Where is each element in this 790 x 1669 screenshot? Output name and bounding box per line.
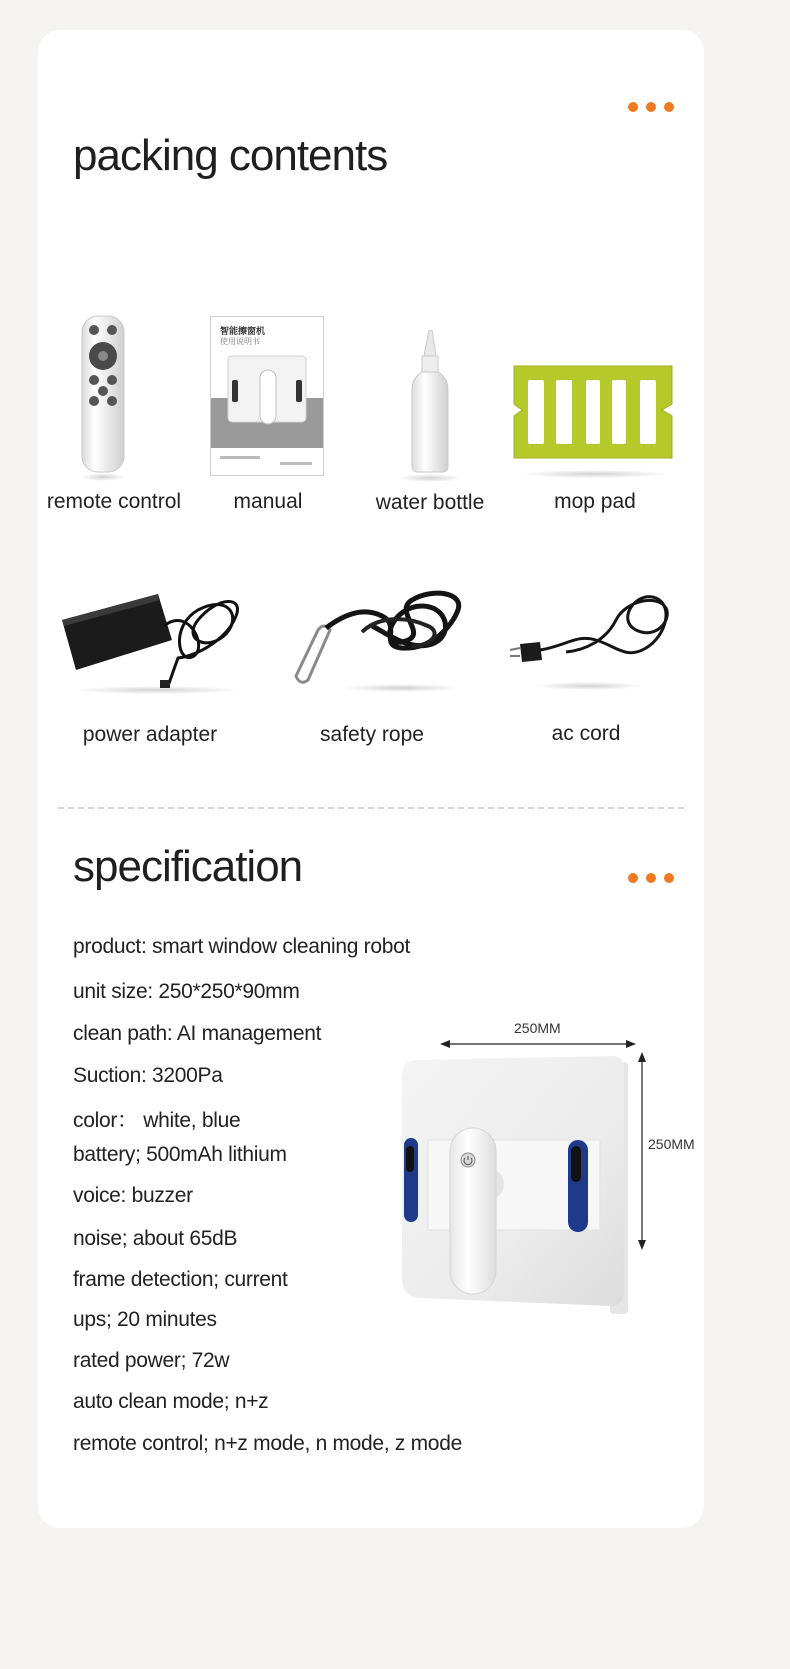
water-bottle-image: [408, 330, 452, 476]
spec-line: clean path: AI management: [73, 1022, 322, 1045]
list-item: [58, 580, 230, 760]
spec-line: rated power; 72w: [73, 1349, 230, 1372]
list-item: [198, 310, 338, 520]
item-label: safety rope: [320, 723, 424, 746]
spec-line: battery; 500mAh lithium: [73, 1143, 287, 1166]
spec-line: voice: buzzer: [73, 1184, 193, 1207]
spec-line: unit size: 250*250*90mm: [73, 980, 300, 1003]
list-item: [362, 310, 498, 520]
item-label: power adapter: [82, 723, 218, 746]
power-adapter-image: [58, 586, 248, 696]
manual-subtitle-cn: 使用说明书: [220, 337, 260, 346]
window-robot-image: [398, 1052, 634, 1318]
more-dots-icon: [628, 102, 674, 112]
item-label: remote control: [46, 490, 182, 513]
specification-title: specification: [73, 842, 303, 891]
more-dots-icon: [628, 873, 674, 883]
spec-line: product: smart window cleaning robot: [73, 935, 411, 958]
spec-line: frame detection; current: [73, 1268, 288, 1291]
manual-title-cn: 智能擦窗机: [220, 326, 266, 336]
item-label: manual: [233, 490, 303, 513]
remote-control-image: [80, 314, 126, 476]
list-item: [44, 310, 184, 520]
spec-line: color： white, blue: [73, 1109, 241, 1132]
item-label: mop pad: [554, 490, 636, 513]
item-label: water bottle: [375, 491, 485, 514]
section-divider: [58, 807, 684, 809]
ac-cord-image: [506, 590, 676, 680]
spec-line: noise; about 65dB: [73, 1227, 238, 1250]
height-label: 250MM: [648, 1136, 695, 1152]
width-label: 250MM: [514, 1020, 561, 1036]
packing-title: packing contents: [73, 131, 388, 180]
spec-line: auto clean mode; n+z: [73, 1390, 269, 1413]
list-item: [506, 580, 666, 760]
spec-line: Suction: 3200Pa: [73, 1064, 223, 1087]
safety-rope-image: [282, 586, 468, 686]
item-label: ac cord: [551, 722, 621, 745]
spec-line: ups; 20 minutes: [73, 1308, 217, 1331]
list-item: [282, 580, 462, 760]
mop-pad-image: [510, 360, 676, 470]
spec-line: remote control; n+z mode, n mode, z mode: [73, 1432, 462, 1455]
list-item: [510, 310, 680, 520]
